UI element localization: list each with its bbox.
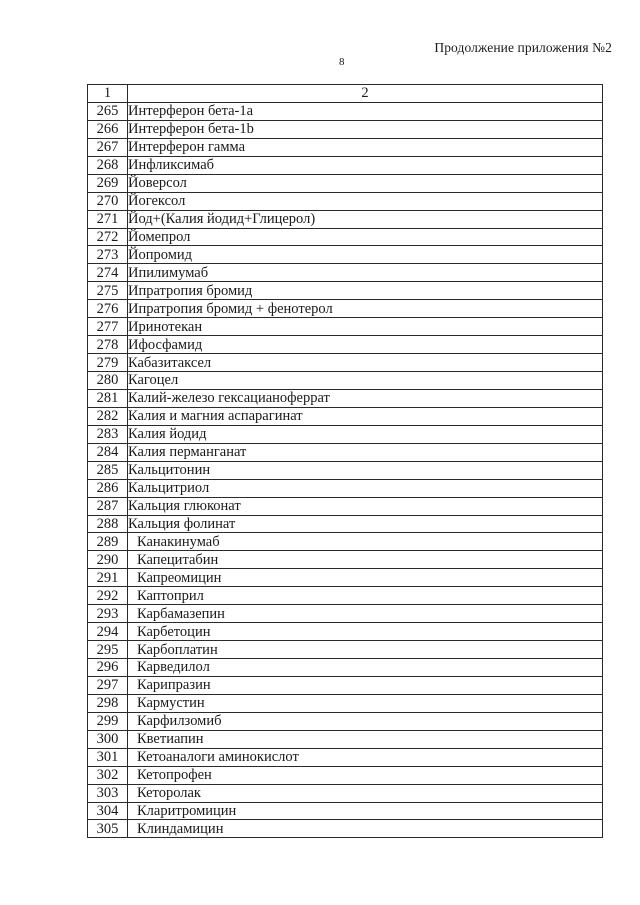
row-number-cell: 285 [88, 461, 128, 479]
drug-name-cell: Калия и магния аспарагинат [128, 407, 603, 425]
table-row [88, 587, 603, 605]
row-number-cell: 296 [88, 659, 128, 677]
drug-table [87, 84, 603, 838]
drug-name-cell: Калий-железо гексацианоферрат [128, 389, 603, 407]
table-header-row [88, 85, 603, 103]
row-number-cell: 302 [88, 766, 128, 784]
drug-name-cell: Кларитромицин [128, 802, 603, 820]
drug-name-cell: Кальцитонин [128, 461, 603, 479]
drug-name-cell: Йогексол [128, 192, 603, 210]
row-number-cell: 270 [88, 192, 128, 210]
continuation-note: Продолжение приложения №2 [434, 40, 612, 55]
drug-name-cell: Кабазитаксел [128, 354, 603, 372]
table-row [88, 605, 603, 623]
row-number-cell: 268 [88, 156, 128, 174]
table-row [88, 264, 603, 282]
row-number-cell: 271 [88, 210, 128, 228]
table-row [88, 210, 603, 228]
row-number-cell: 295 [88, 641, 128, 659]
drug-name-cell: Карбетоцин [128, 623, 603, 641]
table-row [88, 820, 603, 838]
drug-name-cell: Кеторолак [128, 784, 603, 802]
table-body [88, 102, 603, 837]
table-row [88, 443, 603, 461]
table-row [88, 372, 603, 390]
row-number-cell: 292 [88, 587, 128, 605]
table-row [88, 712, 603, 730]
table-row [88, 515, 603, 533]
drug-name-cell: Кальцитриол [128, 479, 603, 497]
table-row [88, 569, 603, 587]
table-row [88, 282, 603, 300]
drug-name-cell: Карфилзомиб [128, 712, 603, 730]
row-number-cell: 288 [88, 515, 128, 533]
table-row [88, 694, 603, 712]
table-row [88, 120, 603, 138]
table-row [88, 192, 603, 210]
drug-name-cell: Иринотекан [128, 318, 603, 336]
table-row [88, 389, 603, 407]
row-number-cell: 298 [88, 694, 128, 712]
drug-name-cell: Капецитабин [128, 551, 603, 569]
drug-name-cell: Интерферон бета-1b [128, 120, 603, 138]
table-row [88, 659, 603, 677]
drug-name-cell: Карбоплатин [128, 641, 603, 659]
row-number-cell: 267 [88, 138, 128, 156]
drug-name-cell: Кальция фолинат [128, 515, 603, 533]
table-row [88, 174, 603, 192]
column-header-number: 1 [88, 85, 128, 103]
row-number-cell: 293 [88, 605, 128, 623]
drug-name-cell: Кагоцел [128, 372, 603, 390]
drug-name-cell: Ипилимумаб [128, 264, 603, 282]
table-row [88, 641, 603, 659]
row-number-cell: 291 [88, 569, 128, 587]
row-number-cell: 273 [88, 246, 128, 264]
row-number-cell: 278 [88, 336, 128, 354]
table-row [88, 246, 603, 264]
drug-name-cell: Карведилол [128, 659, 603, 677]
drug-name-cell: Карбамазепин [128, 605, 603, 623]
table-row [88, 784, 603, 802]
row-number-cell: 304 [88, 802, 128, 820]
table-row [88, 533, 603, 551]
row-number-cell: 286 [88, 479, 128, 497]
drug-name-cell: Ипратропия бромид + фенотерол [128, 300, 603, 318]
table-row [88, 497, 603, 515]
drug-name-cell: Кетопрофен [128, 766, 603, 784]
row-number-cell: 297 [88, 676, 128, 694]
row-number-cell: 303 [88, 784, 128, 802]
drug-name-cell: Канакинумаб [128, 533, 603, 551]
table-row [88, 138, 603, 156]
table-row [88, 318, 603, 336]
table-row [88, 300, 603, 318]
table-row [88, 461, 603, 479]
row-number-cell: 299 [88, 712, 128, 730]
row-number-cell: 276 [88, 300, 128, 318]
table-row [88, 407, 603, 425]
row-number-cell: 305 [88, 820, 128, 838]
table-row [88, 228, 603, 246]
drug-name-cell: Каптоприл [128, 587, 603, 605]
drug-name-cell: Ифосфамид [128, 336, 603, 354]
drug-name-cell: Кармустин [128, 694, 603, 712]
page-number: 8 [339, 56, 345, 68]
table-row [88, 156, 603, 174]
drug-name-cell: Йод+(Калия йодид+Глицерол) [128, 210, 603, 228]
row-number-cell: 269 [88, 174, 128, 192]
row-number-cell: 272 [88, 228, 128, 246]
drug-name-cell: Интерферон гамма [128, 138, 603, 156]
drug-name-cell: Ипратропия бромид [128, 282, 603, 300]
drug-name-cell: Кветиапин [128, 730, 603, 748]
drug-name-cell: Инфликсимаб [128, 156, 603, 174]
table-row [88, 479, 603, 497]
row-number-cell: 283 [88, 425, 128, 443]
row-number-cell: 300 [88, 730, 128, 748]
column-header-name: 2 [128, 85, 603, 103]
row-number-cell: 287 [88, 497, 128, 515]
table-row [88, 748, 603, 766]
table-row [88, 336, 603, 354]
row-number-cell: 266 [88, 120, 128, 138]
row-number-cell: 281 [88, 389, 128, 407]
row-number-cell: 294 [88, 623, 128, 641]
drug-name-cell: Калия перманганат [128, 443, 603, 461]
row-number-cell: 275 [88, 282, 128, 300]
row-number-cell: 274 [88, 264, 128, 282]
drug-name-cell: Калия йодид [128, 425, 603, 443]
row-number-cell: 289 [88, 533, 128, 551]
table-row [88, 730, 603, 748]
drug-name-cell: Карипразин [128, 676, 603, 694]
drug-name-cell: Йомепрол [128, 228, 603, 246]
row-number-cell: 277 [88, 318, 128, 336]
row-number-cell: 279 [88, 354, 128, 372]
row-number-cell: 284 [88, 443, 128, 461]
row-number-cell: 290 [88, 551, 128, 569]
row-number-cell: 265 [88, 102, 128, 120]
drug-name-cell: Клиндамицин [128, 820, 603, 838]
table-row [88, 102, 603, 120]
drug-name-cell: Капреомицин [128, 569, 603, 587]
table-row [88, 623, 603, 641]
row-number-cell: 280 [88, 372, 128, 390]
row-number-cell: 301 [88, 748, 128, 766]
drug-name-cell: Кетоаналоги аминокислот [128, 748, 603, 766]
table-row [88, 425, 603, 443]
drug-name-cell: Йопромид [128, 246, 603, 264]
table-row [88, 766, 603, 784]
drug-name-cell: Йоверсол [128, 174, 603, 192]
row-number-cell: 282 [88, 407, 128, 425]
drug-name-cell: Интерферон бета-1а [128, 102, 603, 120]
drug-name-cell: Кальция глюконат [128, 497, 603, 515]
table-row [88, 676, 603, 694]
table-row [88, 354, 603, 372]
table-row [88, 802, 603, 820]
table-row [88, 551, 603, 569]
